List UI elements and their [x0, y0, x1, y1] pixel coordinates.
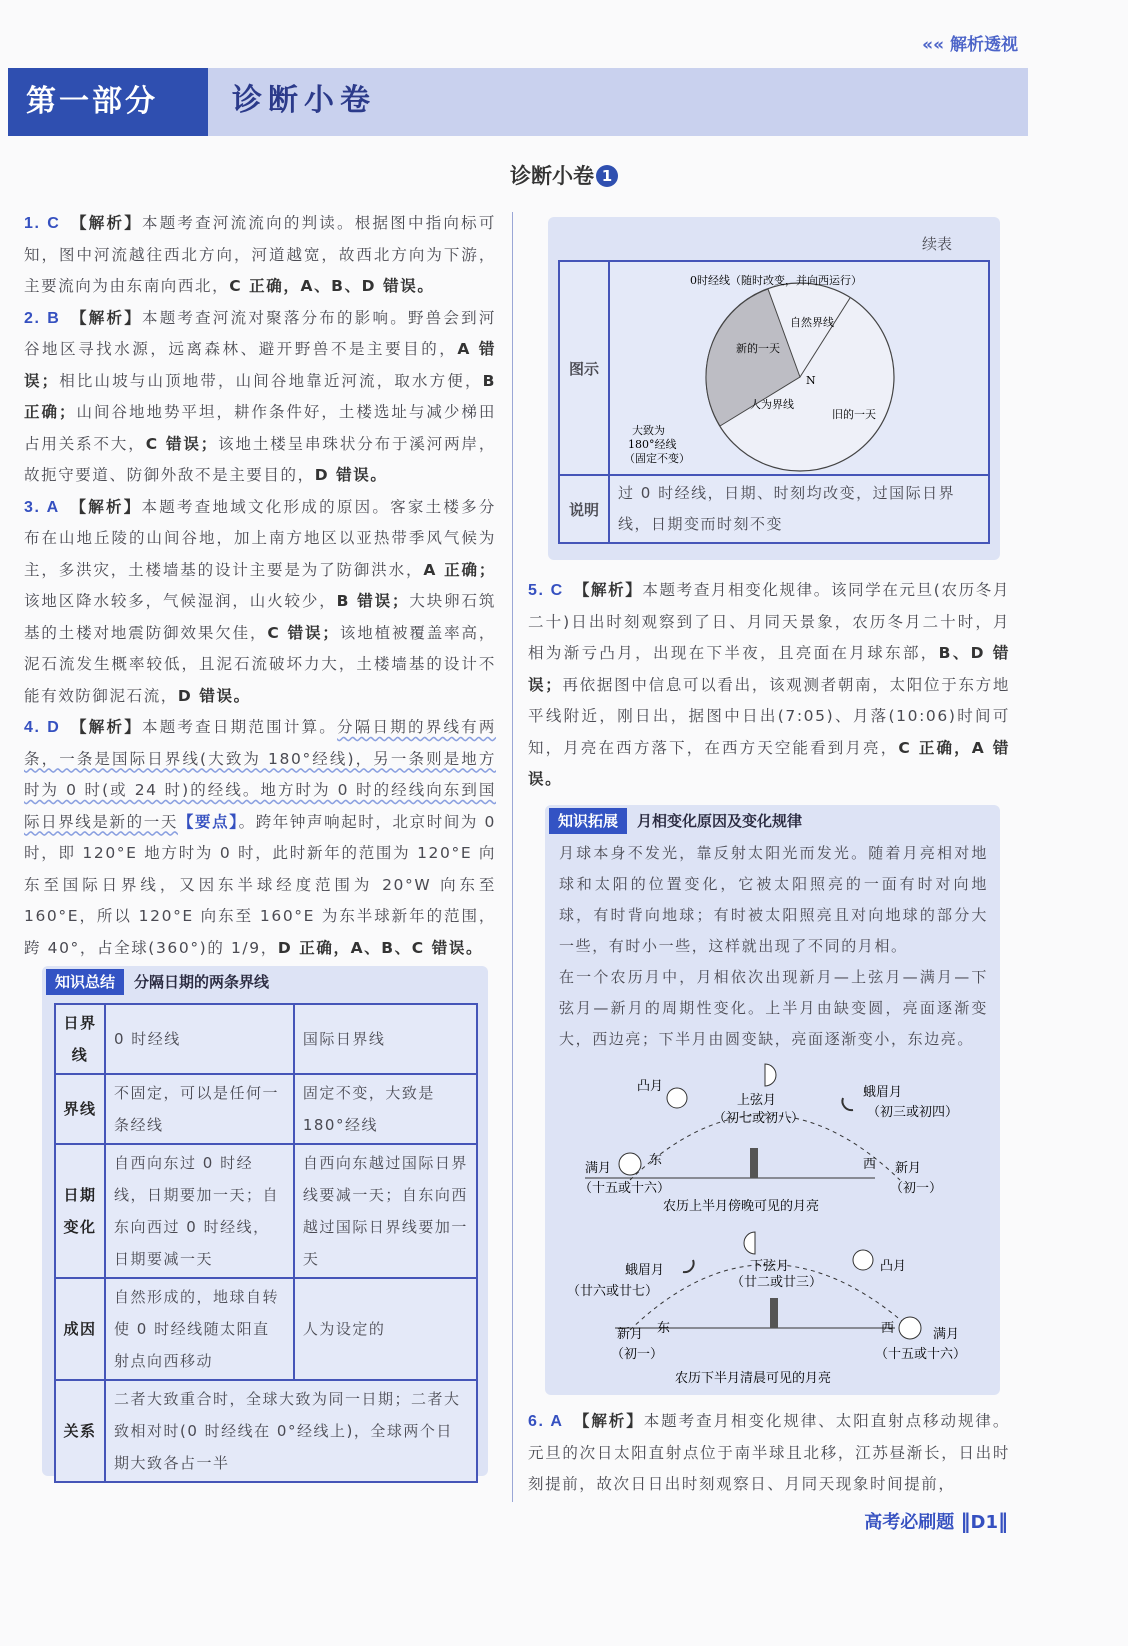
answer-text: 。跨年钟声响起时，北京时间为 0 时，即 120°E 地方时为 0 时，此时新年的范围为 120°E 向东至国际日界线，又因东半球经度范围为 20°W 向东至 160°E，所以 120°E 向东至 160°E 为东半球新年的范围，跨 40°，占全球(360°)的 1/9， [24, 812, 497, 957]
label: 东 [649, 1153, 663, 1168]
table-cell: 不固定，可以是任何一条经线 [105, 1074, 294, 1144]
answer-4 [24, 712, 496, 964]
section-label: 诊断小卷 [232, 83, 376, 118]
nav-label: 解析透视 [950, 35, 1018, 55]
natural-line-label: 自然界线 [790, 316, 834, 329]
label: 新月 [895, 1161, 922, 1176]
answer-conclusion: A 正确； [423, 560, 496, 579]
table-header: 国际日界线 [294, 1004, 477, 1074]
dateline-label: （固定不变） [624, 452, 690, 465]
label: 凸月 [880, 1259, 907, 1274]
page-number: D1 [970, 1512, 998, 1533]
knowledge-summary-box [42, 966, 488, 1476]
answer-conclusion: B、D 错误； [528, 644, 1010, 694]
title-text: 诊断小卷 [510, 164, 594, 188]
gibbous-moon-icon [667, 1088, 687, 1108]
label: 满月 [585, 1161, 612, 1176]
page-title [0, 160, 1128, 190]
answer-text: 相比山坡与山顶地带，山间谷地靠近河流，取水方便， [58, 371, 483, 390]
row-header: 关系 [55, 1380, 105, 1482]
answer-text: 再依据图中信息可以看出，该观测者朝南，太阳位于东方地平线附近，刚日出，据图中日出(7:05)、月落(10:06)时间可知，月亮在西方落下，在西方天空能看到月亮， [528, 675, 1010, 757]
column-divider [512, 212, 513, 1502]
section-nav [922, 30, 1018, 55]
crescent-icon [842, 1098, 853, 1110]
extension-tag: 知识拓展 [549, 808, 627, 834]
table-row [55, 1074, 477, 1144]
table-header: 日界线 [55, 1004, 105, 1074]
zero-meridian-label: 0时经线（随时改变，并向西运行） [690, 274, 862, 287]
chevrons-icon: «« [922, 35, 950, 55]
analysis-tag: 【解析】 [70, 308, 142, 327]
answer-conclusion: D 错误。 [177, 686, 251, 705]
continued-table-box [548, 217, 1000, 560]
gibbous-moon-icon [853, 1250, 873, 1270]
table-cell: 人为设定的 [294, 1278, 477, 1380]
continued-table [558, 260, 990, 544]
continued-label: 续表 [921, 235, 952, 253]
label: 上弦月 [737, 1093, 777, 1108]
summary-table [54, 1003, 478, 1483]
footer: 高考必刷题 ‖D1‖ [864, 1509, 1008, 1533]
label: 蛾眉月 [625, 1263, 665, 1278]
part-label: 第一部分 [8, 68, 208, 136]
label: （廿六或廿七） [567, 1284, 659, 1299]
summary-title: 分隔日期的两条界线 [134, 973, 270, 991]
table-cell: 过 0 时经线，日期、时刻均改变，过国际日界线，日期变而时刻不变 [609, 475, 989, 543]
answer-conclusion: C 错误； [145, 434, 218, 453]
table-row [55, 1144, 477, 1278]
analysis-tag: 【解析】 [573, 581, 643, 599]
answer-conclusion: D 错误。 [314, 466, 388, 484]
answer-text: 本题考查日期范围计算。 [141, 718, 338, 736]
date-line-diagram [610, 262, 988, 474]
dateline-label: 大致为 [632, 424, 665, 437]
key-point-text: 分隔日期的界线有两条，一条是国际日界线(大致为 180°经线)，另一条则是地方时为 0 时(或 24 时)的经线。地方时为 0 时的经线向东到国际日界线是新的一天 [24, 718, 497, 831]
label: 新月 [617, 1327, 644, 1342]
first-quarter-icon [765, 1064, 776, 1086]
observer-icon [750, 1148, 758, 1178]
figure-caption: 农历下半月清晨可见的月亮 [675, 1371, 832, 1386]
table-header-row [55, 1004, 477, 1074]
extension-title: 月相变化原因及变化规律 [637, 812, 803, 830]
answer-2 [24, 303, 496, 492]
label: （廿二或廿三） [731, 1275, 823, 1290]
table-cell: 自西向东越过国际日界线要减一天；自东向西越过国际日界线要加一天 [294, 1144, 477, 1278]
title-number: 1 [596, 165, 618, 187]
table-row [55, 1278, 477, 1380]
answer-6 [528, 1406, 1010, 1501]
answer-conclusion: B 正确； [24, 371, 497, 421]
label: （初一） [611, 1347, 664, 1362]
label: 蛾眉月 [863, 1085, 903, 1100]
full-moon-icon [899, 1317, 921, 1339]
row-header: 界线 [55, 1074, 105, 1144]
label: 东 [657, 1321, 671, 1336]
label: （初三或初四） [867, 1105, 959, 1120]
table-cell: 二者大致重合时，全球大致为同一日期；二者大致相对时(0 时经线在 0°经线上)，全球两个日期大致各占一半 [105, 1380, 477, 1482]
old-day-label: 旧的一天 [832, 408, 876, 421]
table-header: 0 时经线 [105, 1004, 294, 1074]
analysis-tag: 【解析】 [70, 214, 142, 232]
analysis-tag: 【解析】 [70, 718, 142, 736]
observer-icon [770, 1298, 778, 1328]
answer-text: 该地土楼呈串珠状分布于溪河两岸，故扼守要道、防御外敌不是主要目的， [24, 434, 497, 484]
human-line-label: 人为界线 [750, 398, 794, 411]
answer-conclusion: C 正确，A 错误。 [528, 738, 1011, 788]
label: 下弦月 [750, 1259, 790, 1274]
answer-conclusion: C 错误； [267, 623, 340, 642]
answer-text: 山间谷地地势平坦，耕作条件好，土楼选址与减少梯田占用关系不大， [24, 403, 496, 453]
answer-text: 该地植被覆盖率高，泥石流发生概率较低，且泥石流破坏力大，土楼墙基的设计不能有效防御泥石流， [24, 623, 496, 705]
crescent-icon [683, 1260, 694, 1272]
answer-conclusion: B 错误； [336, 592, 410, 610]
row-header: 说明 [559, 475, 609, 543]
last-quarter-icon [744, 1232, 755, 1254]
answer-number: 4. D [24, 719, 61, 736]
dateline-label: 180°经线 [628, 438, 677, 451]
extension-text [545, 834, 1000, 1055]
answer-text: 本题考查河流流向的判读。根据图中指向标可知，图中河流越往西北方向，河道越宽，故西北方向为下游，主要流向为由东南向西北， [24, 214, 496, 295]
answer-conclusion: D 正确，A、B、C 错误。 [277, 938, 484, 957]
extension-paragraph: 月球本身不发光，靠反射太阳光而发光。随着月亮相对地球和太阳的位置变化，它被太阳照亮的一面有时对向地球，有时背向地球；有时被太阳照亮且对向地球的部分大一些，有时小一些，这样就出现了不同的月相。 [559, 844, 988, 955]
answer-number: 3. A [24, 498, 60, 516]
label: （十五或十六） [875, 1347, 967, 1362]
extension-paragraph: 在一个农历月中，月相依次出现新月—上弦月—满月—下弦月—新月的周期性变化。上半月由缺变圆，亮面逐渐变大，西边亮；下半月由圆变缺，亮面逐渐变小，东边亮。 [559, 968, 988, 1048]
label: （初一） [890, 1181, 943, 1196]
row-header: 图示 [559, 261, 609, 475]
north-pole-label: N [806, 374, 816, 387]
answer-text: 本题考查月相变化规律、太阳直射点移动规律。元旦的次日太阳直射点位于南半球且北移，江苏昼渐长，日出时刻提前，故次日日出时刻观察日、月同天现象时间提前， [528, 1412, 1010, 1493]
answer-text: 该地区降水较多，气候湿润，山火较少， [24, 592, 337, 610]
answer-number: 6. A [528, 1413, 564, 1430]
answer-text: 本题考查河流对聚落分布的影响。野兽会到河谷地区寻找水源，远离森林、避开野兽不是主要目的， [24, 308, 496, 358]
table-row [55, 1380, 477, 1482]
row-header: 成因 [55, 1278, 105, 1380]
figure-caption: 农历上半月傍晚可见的月亮 [663, 1199, 820, 1214]
table-cell: 自然形成的，地球自转使 0 时经线随太阳直射点向西移动 [105, 1278, 294, 1380]
table-cell: 自西向东过 0 时经线，日期要加一天；自东向西过 0 时经线，日期要减一天 [105, 1144, 294, 1278]
answer-number: 2. B [24, 309, 61, 327]
label: 西 [863, 1157, 877, 1172]
label: （十五或十六） [579, 1181, 671, 1196]
answer-conclusion: A 错误； [24, 340, 496, 390]
analysis-tag: 【解析】 [69, 497, 142, 516]
moon-phase-diagrams [545, 1060, 1000, 1390]
answer-1 [24, 208, 496, 303]
answer-5 [528, 575, 1010, 796]
label: 凸月 [637, 1079, 664, 1094]
answer-3 [24, 492, 496, 713]
answer-text: 本题考查月相变化规律。该同学在元旦(农历冬月二十)日出时刻观察到了日、月同天景象，农历冬月二十时，月相为渐亏凸月，出现在下半夜，且亮面在月球东部， [528, 581, 1011, 662]
left-column [24, 208, 496, 964]
answer-conclusion: C 正确，A、B、D 错误。 [229, 277, 435, 295]
table-cell: 固定不变，大致是 180°经线 [294, 1074, 477, 1144]
full-moon-icon [619, 1153, 641, 1175]
table-row [559, 475, 989, 543]
knowledge-extension-box [545, 805, 1000, 1395]
key-point-tag: 【要点】 [177, 812, 239, 831]
new-day-label: 新的一天 [736, 342, 780, 355]
answer-text: 本题考查地域文化形成的原因。客家土楼多分布在山地丘陵的山间谷地，加上南方地区以亚热带季风气候为主，多洪灾，土楼墙基的设计主要是为了防御洪水， [24, 497, 496, 579]
answer-text: 大块卵石筑基的土楼对地震防御效果欠佳， [24, 592, 496, 642]
label: 西 [881, 1321, 895, 1336]
footer-brand: 高考必刷题 [864, 1512, 955, 1533]
label: （初七或初八） [713, 1111, 805, 1126]
row-header: 日期变化 [55, 1144, 105, 1278]
table-row [559, 261, 989, 475]
label: 满月 [933, 1327, 960, 1342]
analysis-tag: 【解析】 [573, 1412, 644, 1430]
summary-tag: 知识总结 [46, 969, 124, 995]
answer-number: 5. C [528, 582, 564, 599]
answer-number: 1. C [24, 215, 61, 232]
